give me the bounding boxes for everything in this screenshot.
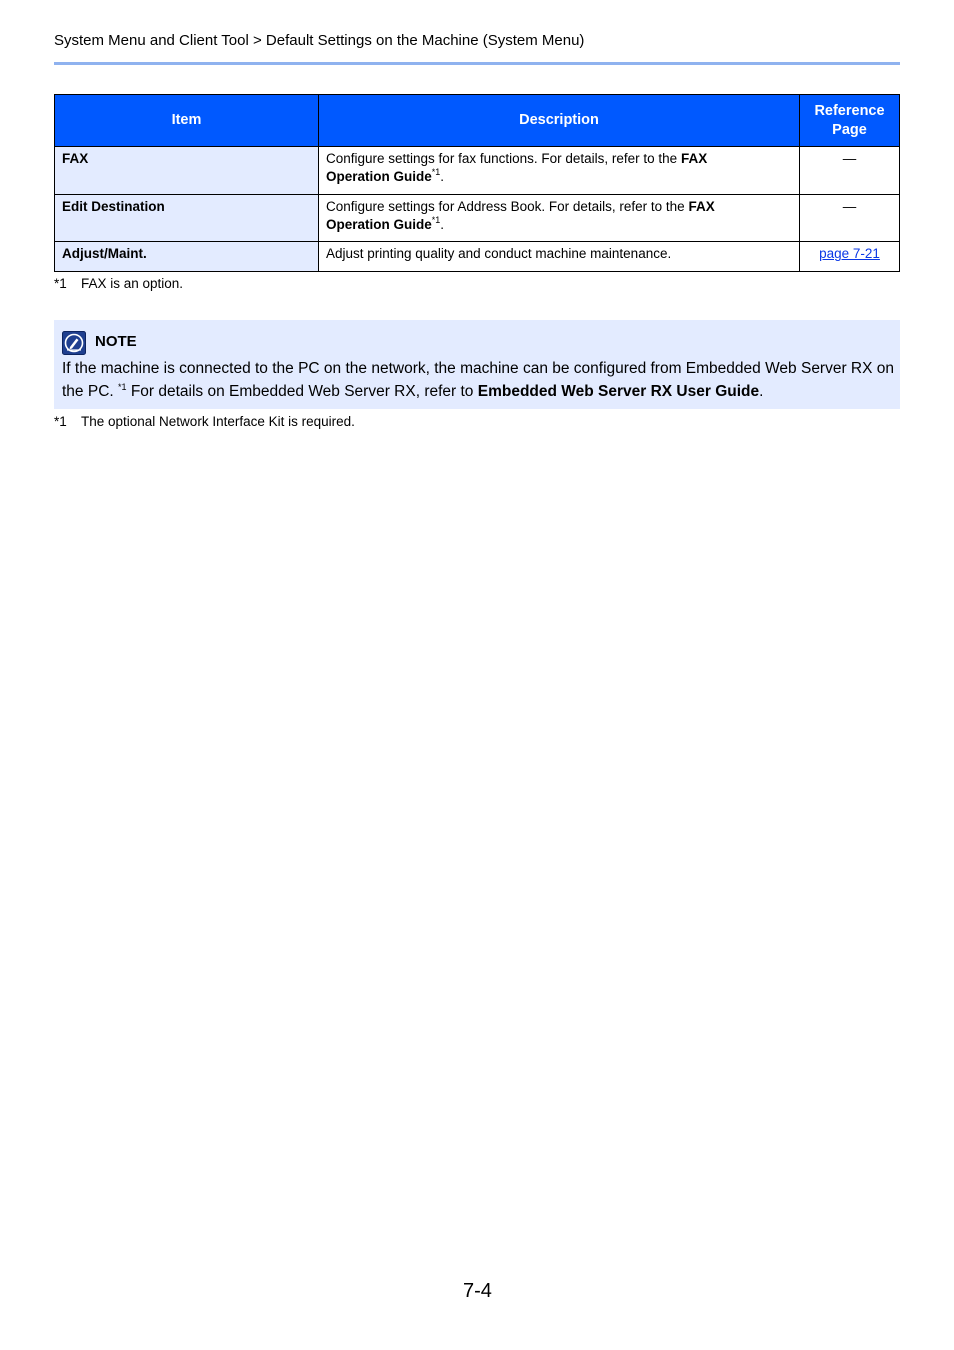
item-cell-adjust-maint: Adjust/Maint. [55,242,319,272]
item-cell-edit-destination: Edit Destination [55,195,319,242]
description-text: Configure settings for fax functions. For details, refer to the [326,151,681,166]
note-title: NOTE [95,333,137,350]
page-header-breadcrumb: System Menu and Client Tool > Default Settings on the Machine (System Menu) [54,32,585,49]
reference-header-line1: Reference [814,102,885,119]
description-bold-text: Operation Guide [326,217,432,232]
table-footnote [54,276,183,292]
description-bold-text: FAX [680,151,708,166]
footnote-reference: *1 [118,382,127,392]
table-header-row [55,95,900,147]
reference-cell [800,242,900,272]
note-text-part: For details on Embedded Web Server RX, refer to [126,383,478,400]
page-reference-link[interactable]: page 7-21 [819,246,880,261]
column-header-description: Description [319,95,800,147]
reference-cell: — [800,147,900,195]
column-header-reference [800,95,900,147]
table-row [55,242,900,272]
description-cell [319,195,800,242]
note-pencil-icon [62,331,86,355]
note-box [54,320,900,409]
description-cell [319,147,800,195]
description-cell: Adjust printing quality and conduct machine maintenance. [319,242,800,272]
page-number: 7-4 [463,1280,492,1302]
note-text-part: If the machine is connected to the PC on the network, the machine can be configured from Embedded Web Server RX on the PC. [62,360,895,400]
footnote-mark: *1 [54,276,67,291]
reference-header-line2: Page [832,121,867,138]
description-text: . [440,217,445,232]
footnote-text: FAX is an option. [81,276,184,291]
footnote-text: The optional Network Interface Kit is required. [81,414,355,429]
note-text-part: . [759,383,764,400]
column-header-item: Item [55,95,319,147]
footnote-reference: *1 [431,167,441,177]
note-text [62,357,894,403]
note-footnote [54,414,355,430]
header-divider [54,62,900,65]
guide-name: Embedded Web Server RX User Guide [477,383,760,400]
footnote-reference: *1 [431,215,441,225]
reference-cell: — [800,195,900,242]
description-bold-text: Operation Guide [326,169,432,184]
description-text: . [440,169,445,184]
table-row [55,195,900,242]
description-text: Configure settings for Address Book. For details, refer to the [326,199,689,214]
description-bold-text: FAX [688,199,715,214]
footnote-mark: *1 [54,414,67,429]
table-row [55,147,900,195]
item-cell-fax: FAX [55,147,319,195]
settings-table [54,94,900,272]
